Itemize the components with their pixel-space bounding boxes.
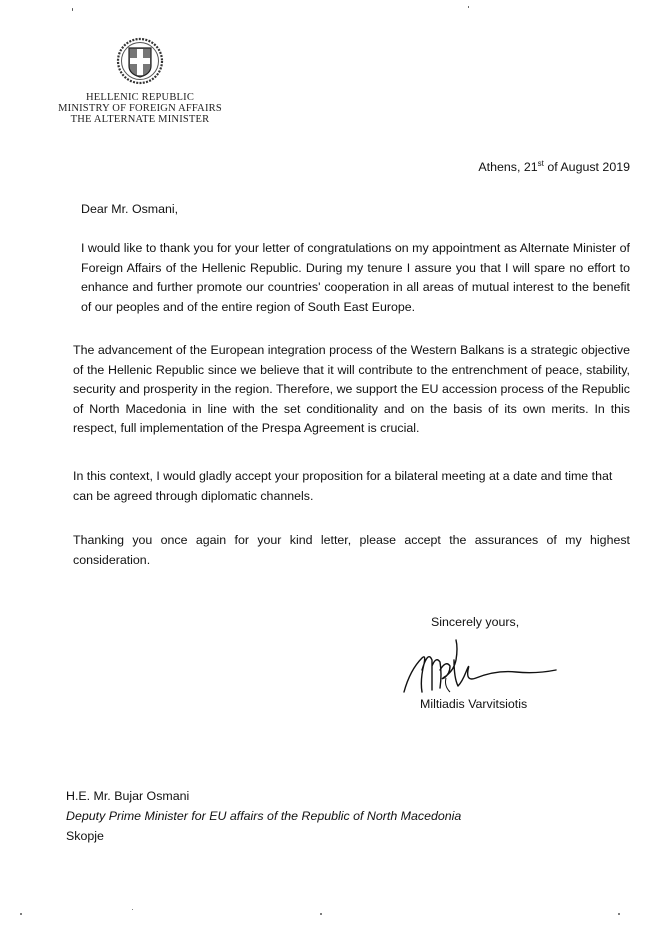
scan-speck — [618, 913, 620, 915]
letterhead — [40, 36, 240, 125]
scan-speck — [20, 913, 22, 915]
scan-speck — [320, 913, 322, 915]
greek-coat-of-arms-icon — [115, 36, 165, 86]
date-ordinal: st — [537, 159, 544, 168]
paragraph-eu-integration: The advancement of the European integration process of the Western Balkans is a strategic objective of the Hellenic Republic since we believe that it will contribute to the entrenchment of peace, stability, security and prosperity in the region. Therefore, we support the EU accession process of the Republic of North Macedonia in line with the set conditionality and on the basis of its own merits. In this respect, full implementation of the Prespa Agreement is crucial. — [73, 343, 630, 435]
scan-speck — [72, 8, 73, 11]
letterhead-ministry: MINISTRY OF FOREIGN AFFAIRS — [58, 103, 222, 114]
date-suffix: of August 2019 — [543, 160, 630, 174]
handwritten-signature-icon — [396, 630, 566, 700]
recipient-title: Deputy Prime Minister for EU affairs of the Republic of North Macedonia — [66, 809, 462, 823]
paragraph-meeting: In this context, I would gladly accept your proposition for a bilateral meeting at a date and time that can be agreed through diplomatic channels. — [73, 469, 613, 503]
salutation: Dear Mr. Osmani, — [81, 202, 179, 216]
paragraph-thanks: I would like to thank you for your letter of congratulations on my appointment as Alternate Minister of Foreign Affairs of the Hellenic Republic. During my tenure I assure you that I will spare no effort to enhance and further promote our countries' cooperation in all areas of mutual interest to the benefit of our peoples and of the entire region of South East Europe. — [81, 241, 630, 314]
date-prefix: Athens, 21 — [478, 160, 538, 174]
recipient-city: Skopje — [66, 829, 104, 843]
scan-speck — [132, 909, 133, 910]
letter-date — [478, 160, 630, 174]
paragraph-closing-thanks: Thanking you once again for your kind letter, please accept the assurances of my highest consideration. — [73, 533, 630, 567]
signer-name: Miltiadis Varvitsiotis — [420, 697, 528, 711]
recipient-block — [66, 786, 461, 846]
letterhead-country: HELLENIC REPUBLIC — [85, 92, 195, 103]
letterhead-office: THE ALTERNATE MINISTER — [70, 114, 210, 125]
recipient-name: H.E. Mr. Bujar Osmani — [66, 789, 190, 803]
closing: Sincerely yours, — [431, 615, 520, 629]
scan-speck — [468, 6, 469, 8]
